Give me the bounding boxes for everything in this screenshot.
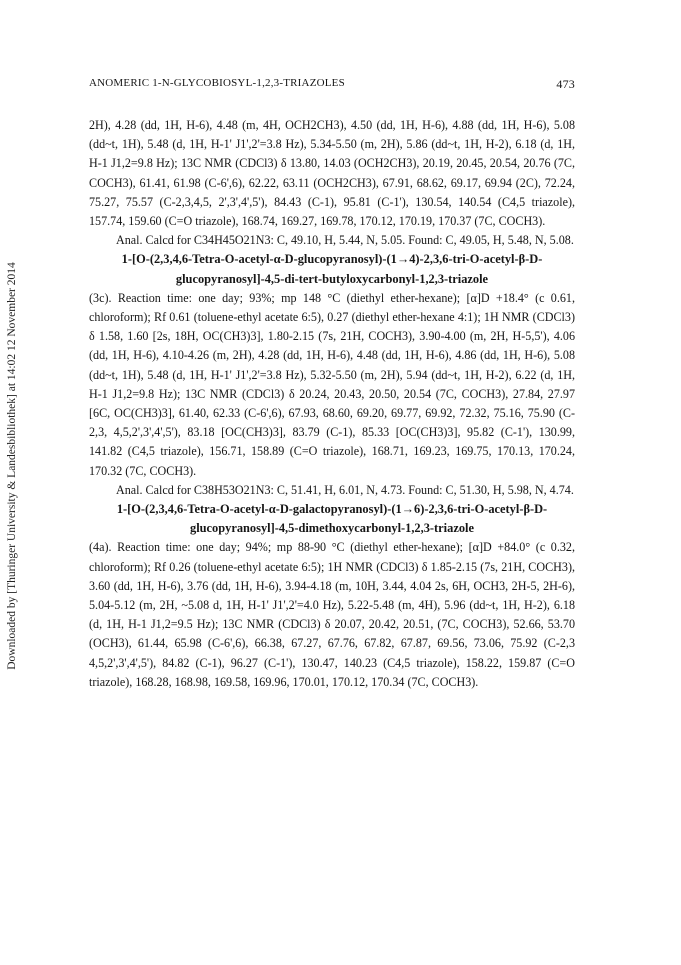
paragraph-compound-3c: (3c). Reaction time: one day; 93%; mp 148 °C (diethyl ether-hexane); [α]D +18.4° (c 0.61, chloroform); Rf 0.61 (toluene-ethyl acetate 6:5), 0.27 (diethyl ether-hexane 4:1); 1H NMR (CDCl3) δ 1.58, 1.60 [2s, 18H, OC(CH3)3], 1.80-2.15 (7s, 21H, COCH3), 3.90-4.00 (m, 2H, H-5,5'), 4.06 (dd, 1H, H-6), 4.10-4.26 (m, 2H), 4.28 (dd, 1H, H-6), 4.48 (dd, 1H, H-6), 4.86 (dd, 1H, H-6), 5.08 (dd~t, 1H), 5.48 (d, 1H, H-1' J1',2'=3.8 Hz), 5.32-5.50 (m, 2H), 5.94 (dd~t, 1H, H-2), 6.22 (d, 1H, H-1 J1,2=9.8 Hz); 13C NMR (CDCl3) δ 20.24, 20.43, 20.50, 20.54 (7C, COCH3), 27.84, 27.97 [6C, OC(CH3)3], 61.40, 62.33 (C-6',6), 67.93, 68.60, 69.20, 69.77, 69.92, 72.32, 75.16, 75.90 (C-2,3, 4,5,2',3',4',5'), 83.18 [OC(CH3)3], 83.79 (C-1), 85.33 [OC(CH3)3], 95.82 (C-1'), 130.99, 141.82 (C4,5 triazole), 156.71, 158.89 (C=O triazole), 168.71, 169.23, 169.75, 170.13, 170.24, 170.32 (7C, COCH3).	[89, 290, 575, 478]
paragraph-compound-4a: (4a). Reaction time: one day; 94%; mp 88-90 °C (diethyl ether-hexane); [α]D +84.0° (c 0.32, chloroform); Rf 0.26 (toluene-ethyl acetate 6:5); 1H NMR (CDCl3) δ 1.85-2.15 (7s, 21H, COCH3), 3.60 (dd, 1H, H-6), 3.76 (dd, 1H, H-6), 3.94-4.18 (m, 10H, 3.44, 4.04 2s, 6H, OCH3, 2H-5, 2H-6), 5.04-5.12 (m, 2H, ~5.08 d, 1H, H-1' J1',2'=4.0 Hz), 5.22-5.48 (m, 4H), 5.96 (dd~t, 1H, H-2), 6.18 (d, 1H, H-1 J1,2=9.5 Hz); 13C NMR (CDCl3) δ 20.07, 20.42, 20.51, (7C, COCH3), 52.66, 53.70 (OCH3), 61.44, 65.98 (C-6',6), 66.38, 67.27, 67.76, 67.82, 67.87, 69.56, 73.06, 75.92 (C-2,3 4,5,2',3',4',5'), 84.82 (C-1), 96.27 (C-1'), 130.47, 140.23 (C4,5 triazole), 158.22, 159.87 (C=O triazole), 168.28, 168.98, 169.58, 169.96, 170.01, 170.12, 170.34 (7C, COCH3).	[89, 540, 575, 689]
compound-heading-4a: 1-[O-(2,3,4,6-Tetra-O-acetyl-α-D-galactopyranosyl)-(1→6)-2,3,6-tri-O-acetyl-β-D-glucopyranosyl]-4,5-dimethoxycarbonyl-1,2,3-triazole	[116, 502, 548, 536]
article-body	[89, 116, 575, 692]
paragraph-analysis-1: Anal. Calcd for C34H45O21N3: C, 49.10, H, 5.44, N, 5.05. Found: C, 49.05, H, 5.48, N, 5.08.	[116, 233, 574, 248]
running-title: ANOMERIC 1-N-GLYCOBIOSYL-1,2,3-TRIAZOLES	[89, 77, 345, 89]
compound-heading-3c: 1-[O-(2,3,4,6-Tetra-O-acetyl-α-D-glucopyranosyl)-(1→4)-2,3,6-tri-O-acetyl-β-D-glucopyranosyl]-4,5-di-tert-butyloxycarbonyl-1,2,3-triazole	[121, 252, 543, 286]
paragraph-analysis-2: Anal. Calcd for C38H53O21N3: C, 51.41, H, 6.01, N, 4.73. Found: C, 51.30, H, 5.98, N, 4.74.	[116, 482, 574, 497]
download-watermark	[4, 196, 20, 736]
running-header	[89, 77, 575, 93]
page-number: 473	[556, 77, 575, 91]
download-watermark-text: Downloaded by [Thuringer University & Landesbibliothek] at 14:02 12 November 2014	[6, 262, 18, 670]
paragraph-nmr-continuation: 2H), 4.28 (dd, 1H, H-6), 4.48 (m, 4H, OCH2CH3), 4.50 (dd, 1H, H-6), 4.88 (dd, 1H, H-6), 5.08 (dd~t, 1H), 5.48 (d, 1H, H-1' J1',2'=3.8 Hz), 5.34-5.50 (m, 2H), 5.86 (dd~t, 1H, H-2), 6.18 (d, 1H, H-1 J1,2=9.8 Hz); 13C NMR (CDCl3) δ 13.80, 14.03 (OCH2CH3), 20.19, 20.45, 20.54, 20.76 (7C, COCH3), 61.41, 61.98 (C-6',6), 62.22, 63.11 (OCH2CH3), 67.91, 68.62, 69.17, 69.94 (2C), 72.24, 75.27, 75.57 (C-2,3,4,5, 2',3',4',5'), 84.43 (C-1), 95.81 (C-1'), 130.54, 140.54 (C4,5 triazole), 157.74, 159.60 (C=O triazole), 168.74, 169.27, 169.78, 170.12, 170.19, 170.37 (7C, COCH3).	[89, 118, 575, 229]
